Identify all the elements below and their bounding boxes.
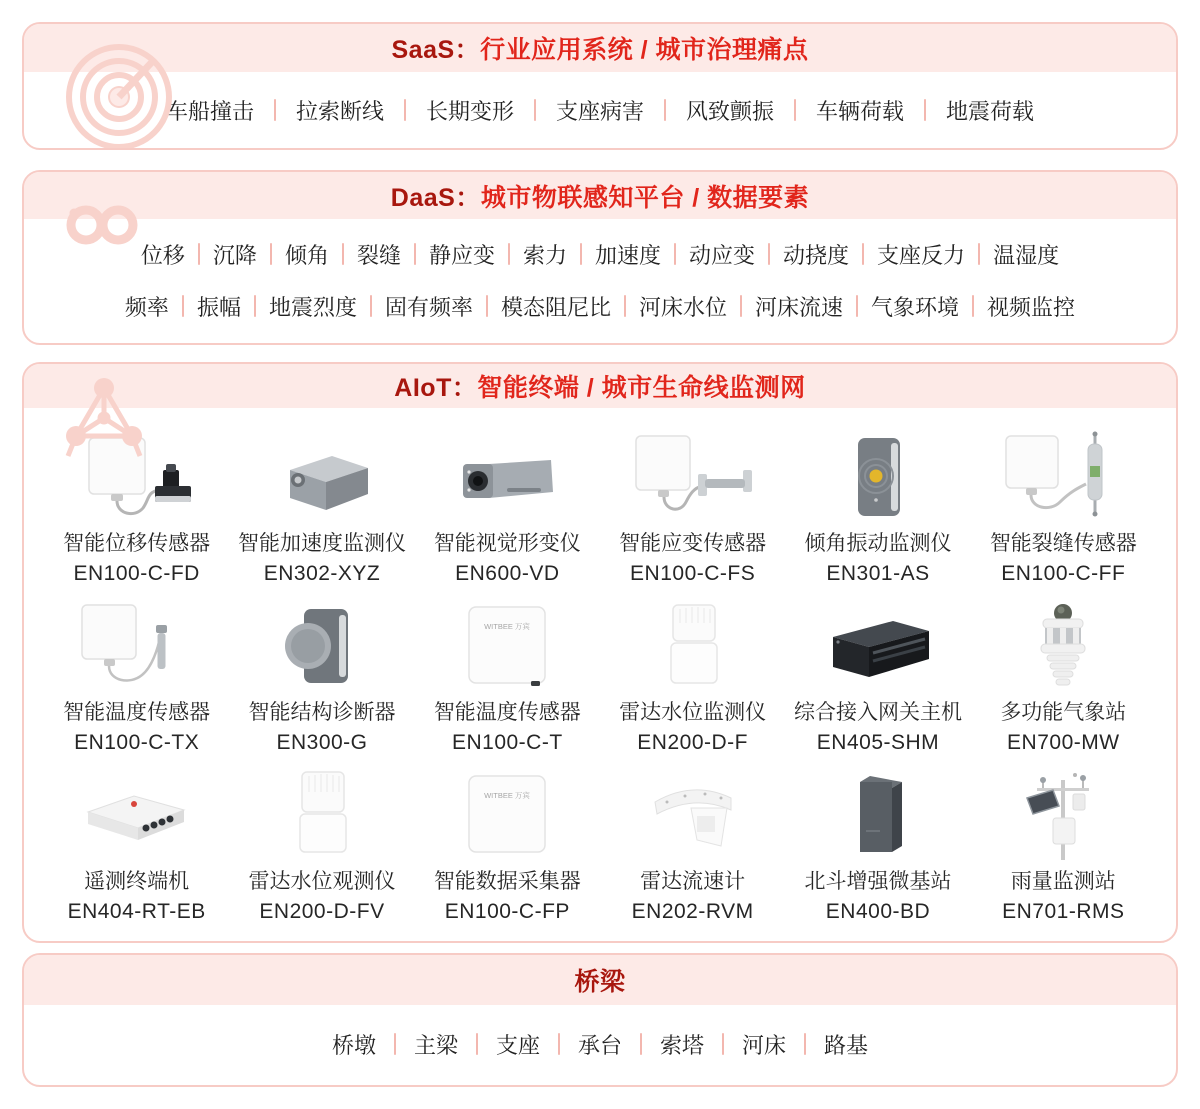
product-image — [262, 595, 382, 695]
tag: 风致颤振 — [665, 95, 795, 126]
tilt-vibration-monitor-icon — [818, 430, 938, 526]
tag: 温湿度 — [979, 239, 1073, 270]
device-logo-text: WITBEE 万宾 — [484, 622, 531, 631]
tag: 支座 — [477, 1029, 559, 1060]
tag: 地震荷载 — [925, 95, 1055, 126]
product-image — [447, 764, 567, 864]
product-name: 遥测终端机 — [84, 870, 190, 893]
tag: 支座反力 — [863, 239, 979, 270]
product-model: EN700-MW — [1007, 731, 1120, 754]
product-name: 智能应变传感器 — [619, 532, 767, 555]
product-image — [262, 426, 382, 526]
tag: 承台 — [559, 1029, 641, 1060]
tag: 静应变 — [415, 239, 509, 270]
product-card — [785, 595, 970, 758]
product-card — [229, 426, 414, 589]
product-name: 倾角振动监测仪 — [804, 532, 952, 555]
displacement-sensor-icon — [77, 430, 197, 526]
product-model: EN100-C-T — [451, 731, 563, 754]
data-collector-icon — [447, 772, 567, 864]
product-card — [600, 595, 785, 758]
section-bridge — [22, 953, 1178, 1087]
product-model: EN100-C-FS — [630, 562, 756, 585]
product-card — [229, 764, 414, 927]
product-name: 智能温度传感器 — [63, 701, 211, 724]
product-name: 雨量监测站 — [1010, 870, 1116, 893]
aiot-header-band — [24, 364, 1176, 408]
product-image — [77, 426, 197, 526]
product-model: EN301-AS — [826, 562, 930, 585]
product-image — [1003, 595, 1123, 695]
tag: 固有频率 — [371, 291, 487, 322]
tag: 长期变形 — [405, 95, 535, 126]
saas-title — [391, 30, 808, 66]
acceleration-monitor-icon — [262, 430, 382, 526]
daas-title-prefix: DaaS： — [390, 183, 481, 212]
tag: 地震烈度 — [255, 291, 371, 322]
product-name: 雷达水位观测仪 — [248, 870, 396, 893]
tag: 拉索断线 — [275, 95, 405, 126]
product-model: EN400-BD — [825, 900, 931, 923]
product-model: EN701-RMS — [1002, 900, 1125, 923]
product-model: EN100-C-FP — [444, 900, 570, 923]
tag: 车船撞击 — [165, 98, 254, 124]
rain-monitor-station-icon — [1003, 768, 1123, 864]
product-card — [415, 764, 600, 927]
product-name: 北斗增强微基站 — [804, 870, 952, 893]
tag: 车辆荷载 — [795, 95, 925, 126]
product-image — [633, 595, 753, 695]
tag: 河床 — [723, 1029, 805, 1060]
daas-tags-row2 — [24, 280, 1176, 332]
product-model: EN300-G — [276, 731, 368, 754]
bridge-tags — [24, 1005, 1176, 1083]
product-name: 智能视觉形变仪 — [433, 532, 581, 555]
gateway-host-icon — [813, 599, 943, 695]
tag: 沉降 — [199, 239, 271, 270]
product-card — [44, 595, 229, 758]
temperature-sensor-tx-icon — [72, 599, 202, 695]
tag: 桥墩 — [331, 1032, 376, 1058]
tag: 振幅 — [183, 291, 255, 322]
aiot-title-rest: 智能终端 / 城市生命线监测网 — [477, 374, 806, 402]
tag: 路基 — [805, 1029, 887, 1060]
radar-water-level-monitor-icon — [633, 599, 753, 695]
product-model: EN100-C-FF — [1001, 562, 1126, 585]
product-image — [1003, 764, 1123, 864]
tag: 频率 — [124, 294, 169, 320]
daas-title — [391, 178, 809, 214]
bridge-title — [574, 962, 625, 998]
product-image — [447, 595, 567, 695]
crack-sensor-icon — [998, 426, 1128, 526]
device-logo-text: WITBEE 万宾 — [484, 791, 531, 800]
saas-tags — [24, 72, 1176, 148]
product-name: 智能数据采集器 — [433, 870, 581, 893]
tag: 倾角 — [271, 239, 343, 270]
product-model: EN404-RT-EB — [67, 900, 206, 923]
tag: 裂缝 — [343, 239, 415, 270]
product-image — [628, 426, 758, 526]
product-card — [785, 764, 970, 927]
product-name: 多功能气象站 — [1000, 701, 1127, 724]
tag: 支座病害 — [535, 95, 665, 126]
multifunction-weather-station-icon — [1003, 599, 1123, 695]
tag: 动应变 — [675, 239, 769, 270]
product-model: EN200-D-FV — [259, 900, 385, 923]
product-image — [818, 764, 938, 864]
product-card — [415, 426, 600, 589]
bridge-title-text: 桥梁 — [574, 968, 626, 996]
tag: 气象环境 — [857, 291, 973, 322]
product-model: EN202-RVM — [631, 900, 754, 923]
product-card — [44, 426, 229, 589]
product-card — [600, 764, 785, 927]
product-image — [447, 426, 567, 526]
product-name: 智能位移传感器 — [63, 532, 211, 555]
product-model: EN100-C-TX — [74, 731, 200, 754]
radar-water-level-observer-icon — [262, 768, 382, 864]
daas-tags-row1 — [24, 228, 1176, 280]
tag: 索力 — [509, 239, 581, 270]
vision-deformation-camera-icon — [447, 430, 567, 526]
product-card — [600, 426, 785, 589]
tag: 索塔 — [641, 1029, 723, 1060]
tag: 视频监控 — [973, 291, 1089, 322]
product-image — [72, 764, 202, 864]
tag: 动挠度 — [769, 239, 863, 270]
product-card — [971, 595, 1156, 758]
product-model: EN100-C-FD — [73, 562, 200, 585]
product-card — [971, 426, 1156, 589]
daas-header-band — [24, 172, 1176, 219]
section-saas — [22, 22, 1178, 150]
product-image — [72, 595, 202, 695]
section-daas — [22, 170, 1178, 345]
product-card — [785, 426, 970, 589]
product-name: 综合接入网关主机 — [793, 701, 962, 724]
daas-body — [24, 219, 1176, 342]
beidou-base-station-icon — [818, 768, 938, 864]
product-name: 智能结构诊断器 — [248, 701, 396, 724]
tag: 河床流速 — [741, 291, 857, 322]
product-image — [813, 595, 943, 695]
tag: 模态阻尼比 — [487, 291, 625, 322]
aiot-title — [394, 368, 805, 404]
bridge-header-band — [24, 955, 1176, 1005]
temperature-sensor-t-icon — [447, 603, 567, 695]
saas-title-prefix: SaaS： — [391, 36, 481, 64]
product-name: 雷达流速计 — [640, 870, 746, 893]
strain-sensor-icon — [628, 430, 758, 526]
product-image — [998, 426, 1128, 526]
product-card — [44, 764, 229, 927]
tag: 位移 — [140, 242, 185, 268]
aiot-title-prefix: AIoT： — [394, 374, 478, 402]
product-model: EN302-XYZ — [263, 562, 381, 585]
product-image — [818, 426, 938, 526]
product-image — [262, 764, 382, 864]
tag: 加速度 — [581, 239, 675, 270]
product-card — [415, 595, 600, 758]
product-card — [971, 764, 1156, 927]
daas-title-rest: 城市物联感知平台 / 数据要素 — [480, 183, 810, 212]
product-name: 雷达水位监测仪 — [619, 701, 767, 724]
product-card — [229, 595, 414, 758]
tag: 河床水位 — [625, 291, 741, 322]
radar-flow-meter-icon — [633, 768, 753, 864]
aiot-product-grid — [24, 408, 1176, 937]
product-image — [633, 764, 753, 864]
product-name: 智能加速度监测仪 — [237, 532, 406, 555]
product-model: EN200-D-F — [637, 731, 748, 754]
product-model: EN405-SHM — [816, 731, 940, 754]
tag: 主梁 — [395, 1029, 477, 1060]
section-aiot — [22, 362, 1178, 943]
saas-title-rest: 行业应用系统 / 城市治理痛点 — [480, 36, 809, 64]
product-name: 智能裂缝传感器 — [989, 532, 1137, 555]
product-name: 智能温度传感器 — [433, 701, 581, 724]
saas-header-band — [24, 24, 1176, 72]
product-model: EN600-VD — [455, 562, 560, 585]
telemetry-terminal-icon — [72, 768, 202, 864]
structure-diagnoser-icon — [262, 599, 382, 695]
